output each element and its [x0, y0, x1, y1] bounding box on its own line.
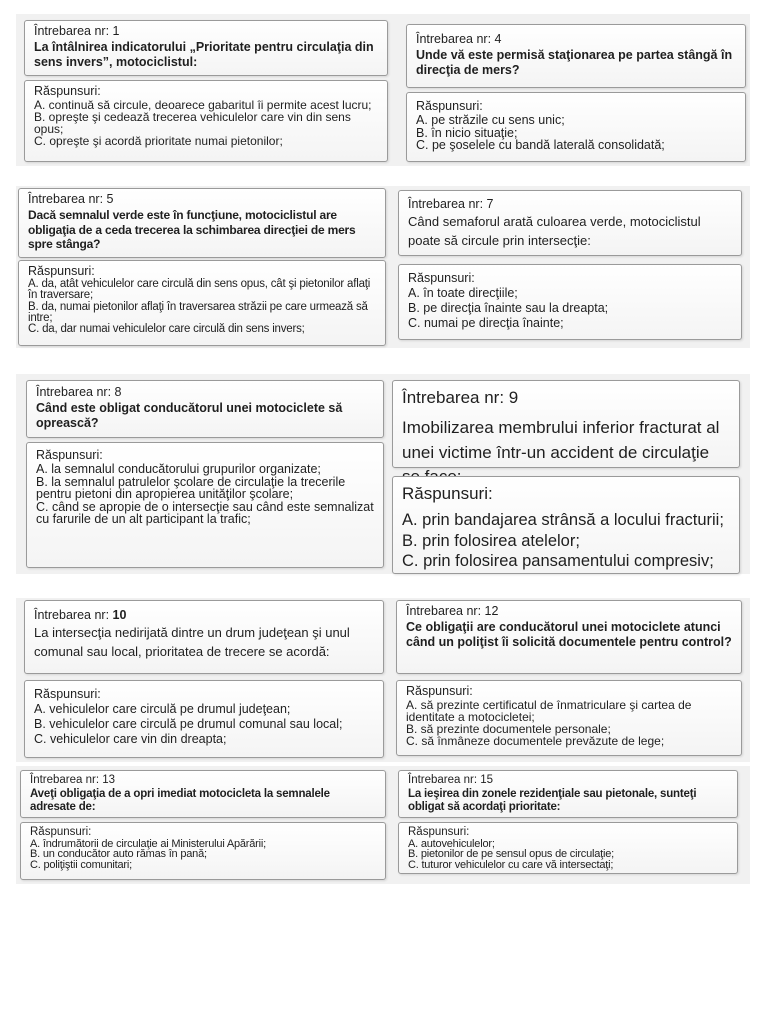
answers-list: A. îndrumătorii de circulaţie ai Ministerului Apărării; B. un conducător auto rămas în pană; C. poliţiştii comunitari; — [30, 838, 266, 871]
question-card-10 — [24, 600, 384, 674]
answers-card-9 — [392, 476, 740, 574]
answers-label: Răspunsuri: — [36, 448, 103, 462]
question-number-value: 10 — [112, 608, 127, 622]
question-number — [34, 608, 374, 622]
answers-list: A. vehiculelor care circulă pe drumul judeţean; B. vehiculelor care circulă pe drumul comunal sau local; C. vehiculelor care vin din dreapta; — [34, 702, 343, 746]
answers-label: Răspunsuri: — [34, 84, 101, 98]
answers-list: A. prin bandajarea strânsă a locului fracturii; B. prin folosirea atelelor; C. prin folosirea pansamentului compresiv; — [402, 511, 724, 571]
answers-list: A. la semnalul conducătorului grupurilor organizate; B. la semnalul patrulelor şcolare de circulaţie la trecerile pentru pietoni din apropierea unităţilor şcolare; C. când se apropie de o intersecţie sau când este semnalizat cu farurile de un alt participant la trafic; — [36, 462, 374, 526]
question-card-9 — [392, 380, 740, 468]
question-text: Când semaforul arată culoarea verde, motociclistul poate să circule prin intersecţie: — [408, 214, 701, 248]
question-number: Întrebarea nr: 13 — [30, 774, 116, 786]
answers-card-1 — [24, 80, 388, 162]
question-card-5 — [18, 188, 386, 258]
answers-list: A. da, atât vehiculelor care circulă din sens opus, cât şi pietonilor aflaţi în traversare; B. da, numai pietonilor aflaţi în traversarea străzii pe care urmează să intre; C. da, dar numai vehiculelor care circulă din sens invers; — [28, 278, 371, 336]
question-text: La ieşirea din zonele rezidenţiale sau pietonale, sunteţi obligat să acordaţi prioritate: — [408, 788, 697, 814]
question-card-4 — [406, 24, 746, 88]
question-text: Unde vă este permisă staţionarea pe partea stângă în direcţia de mers? — [416, 48, 733, 78]
answers-label: Răspunsuri: — [402, 484, 493, 503]
answers-label: Răspunsuri: — [406, 684, 473, 698]
question-text: La întâlnirea indicatorului „Prioritate pentru circulaţia din sens invers”, motociclistul: — [34, 40, 374, 70]
question-number: Întrebarea nr: 4 — [416, 32, 502, 46]
question-number: Întrebarea nr: 15 — [408, 774, 494, 786]
question-card-1 — [24, 20, 388, 76]
answers-card-15 — [398, 822, 738, 874]
question-card-7 — [398, 190, 742, 256]
answers-label: Răspunsuri: — [408, 271, 475, 285]
answers-card-7 — [398, 264, 742, 340]
answers-card-13 — [20, 822, 386, 880]
answers-card-5 — [18, 260, 386, 346]
question-card-13 — [20, 770, 386, 818]
answers-card-10 — [24, 680, 384, 758]
answers-card-12 — [396, 680, 742, 756]
question-card-15 — [398, 770, 738, 818]
question-text: Când este obligat conducătorul unei motociclete să oprească? — [36, 401, 343, 431]
answers-label: Răspunsuri: — [408, 826, 470, 838]
question-number: Întrebarea nr: 9 — [402, 388, 519, 407]
answers-list: A. continuă să circule, deoarece gabaritul îi permite acest lucru; B. opreşte şi cedează trecerea vehiculelor care vin din sens opus; C. opreşte şi acordă prioritate numai pietonilor; — [34, 98, 372, 148]
question-number: Întrebarea nr: 8 — [36, 385, 122, 399]
answers-list: A. autovehiculelor; B. pietonilor de pe sensul opus de circulaţie; C. tuturor vehiculelor cu care vă intersectaţi; — [408, 838, 615, 871]
question-text: Dacă semnalul verde este în funcţiune, motociclistul are obligaţia de a ceda trecerea la schimbarea direcţiei de mers spre stânga? — [28, 208, 356, 252]
answers-label: Răspunsuri: — [28, 264, 95, 278]
question-text: Aveţi obligaţia de a opri imediat motocicleta la semnalele adresate de: — [30, 788, 330, 814]
answers-list: A. în toate direcţiile; B. pe direcţia înainte sau la dreapta; C. numai pe direcţia înainte; — [408, 286, 609, 330]
question-text: La intersecţia nedirijată dintre un drum judeţean şi unul comunal sau local, prioritatea de trecere se acordă: — [34, 625, 350, 659]
question-number: Întrebarea nr: 5 — [28, 192, 114, 206]
question-text: Ce obligaţii are conducătorul unei motociclete atunci când un poliţist îi solicită documentele pentru control? — [406, 620, 732, 650]
question-number: Întrebarea nr: 7 — [408, 197, 494, 211]
answers-label: Răspunsuri: — [34, 687, 101, 701]
answers-label: Răspunsuri: — [30, 826, 92, 838]
question-number-prefix: Întrebarea nr: — [34, 608, 113, 622]
answers-list: A. pe străzile cu sens unic; B. în nicio situaţie; C. pe şoselele cu bandă laterală consolidată; — [416, 113, 665, 152]
question-number: Întrebarea nr: 12 — [406, 604, 499, 618]
question-card-8 — [26, 380, 384, 438]
question-text: Imobilizarea membrului inferior fracturat al unei victime într-un accident de circulaţie — [402, 418, 720, 462]
answers-card-4 — [406, 92, 746, 162]
answers-label: Răspunsuri: — [416, 99, 483, 113]
question-number: Întrebarea nr: 1 — [34, 24, 120, 38]
question-card-12 — [396, 600, 742, 674]
answers-card-8 — [26, 442, 384, 568]
answers-list: A. să prezinte certificatul de înmatriculare şi cartea de identitate a motocicletei; B. să prezinte documentele personale; C. să înmâneze documentele prevăzute de lege; — [406, 698, 692, 748]
